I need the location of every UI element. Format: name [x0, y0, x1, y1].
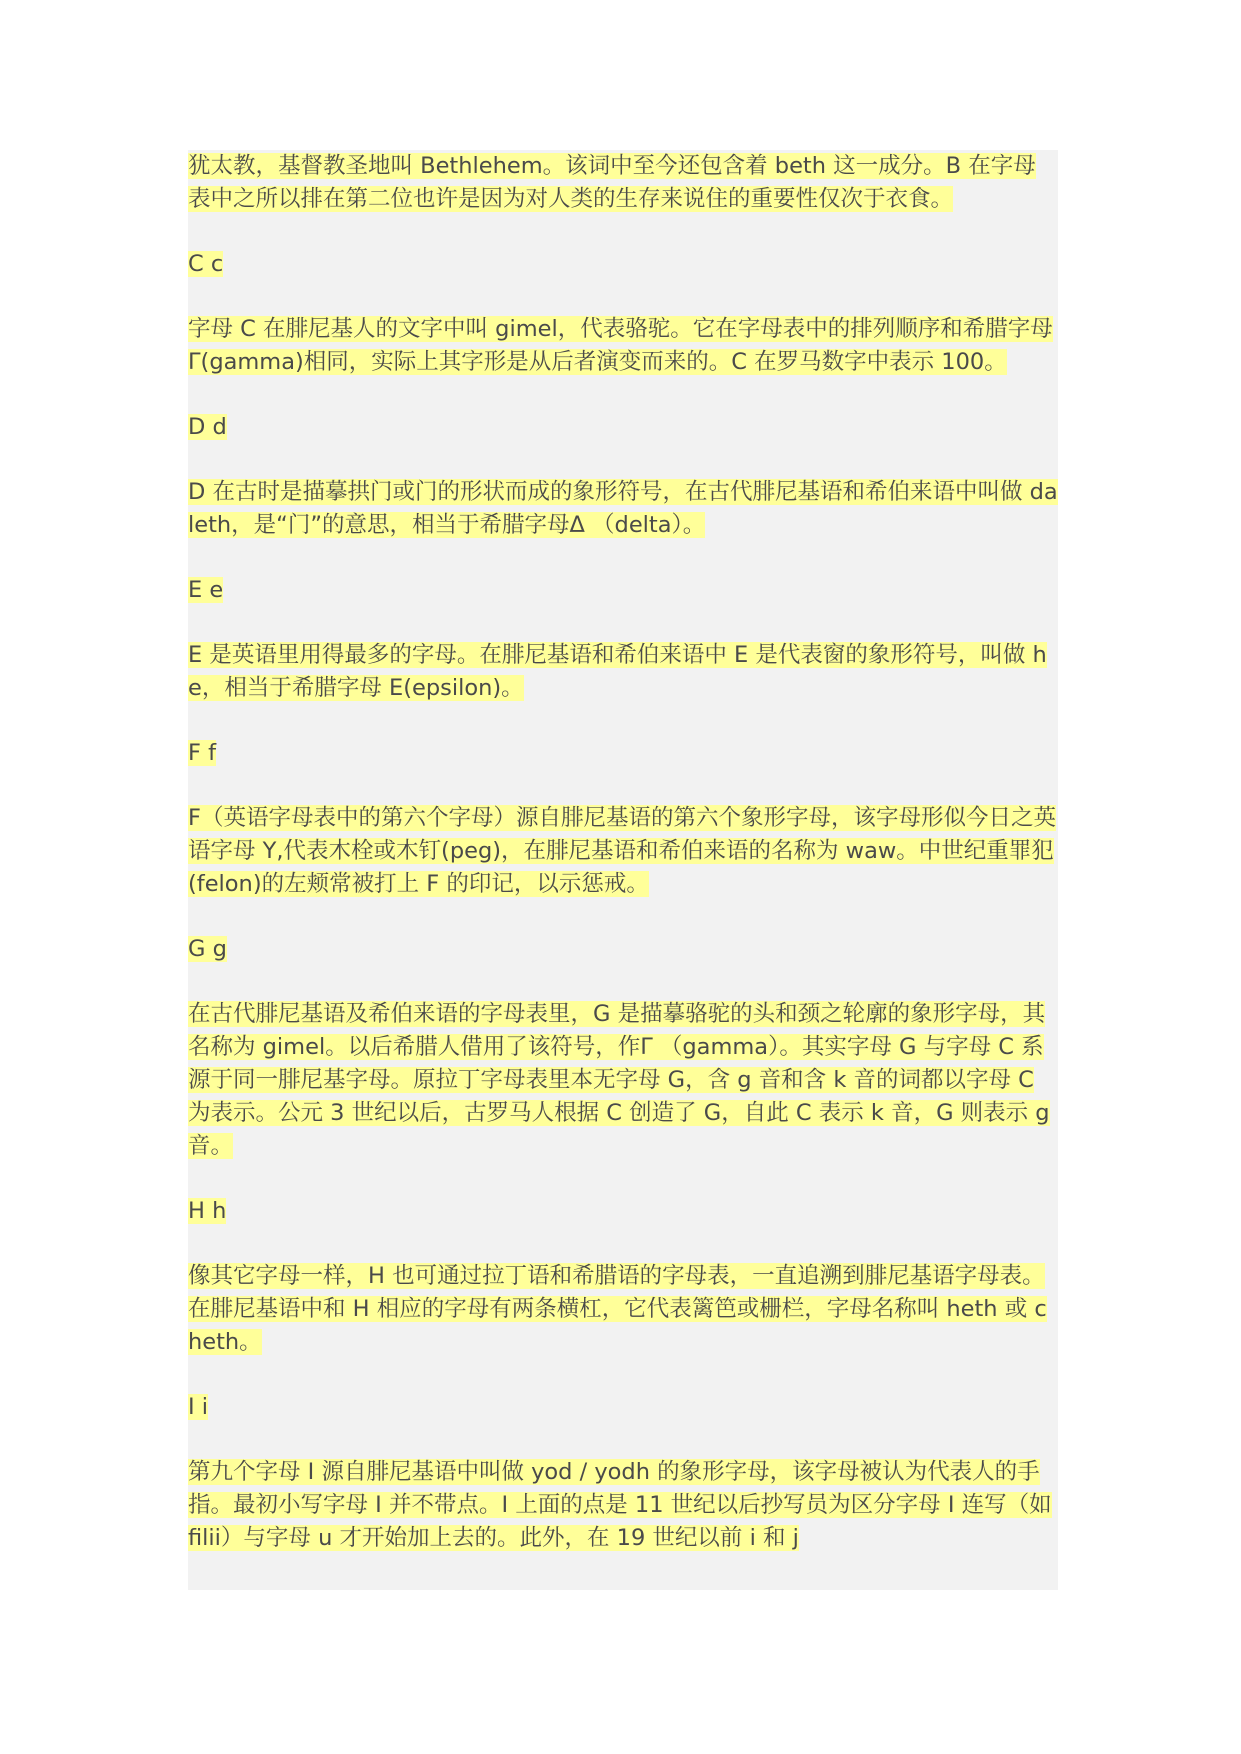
heading-h: H h [188, 1198, 227, 1224]
paragraph-b-tail: 犹太教，基督教圣地叫 Bethlehem。该词中至今还包含着 beth 这一成分。B 在字母表中之所以排在第二位也许是因为对人类的生存来说住的重要性仅次于衣食。 [188, 153, 1036, 212]
paragraph-i: 第九个字母 I 源自腓尼基语中叫做 yod / yodh 的象形字母，该字母被认为代表人的手指。最初小写字母 I 并不带点。I 上面的点是 11 世纪以后抄写员为区分字母 I 连写（如 filii）与字母 u 才开始加上去的。此外，在 19 世纪以前 i 和 j [188, 1459, 1052, 1551]
document-body [188, 150, 1058, 1590]
heading-e: E e [188, 577, 224, 603]
paragraph-h: 像其它字母一样，H 也可通过拉丁语和希腊语的字母表，一直追溯到腓尼基语字母表。在腓尼基语中和 H 相应的字母有两条横杠，它代表篱笆或栅栏，字母名称叫 heth 或 cheth。 [188, 1263, 1047, 1355]
heading-d: D d [188, 414, 227, 440]
heading-c: C c [188, 251, 224, 277]
paragraph-e: E 是英语里用得最多的字母。在腓尼基语和希伯来语中 E 是代表窗的象形符号，叫做 he，相当于希腊字母 E(epsilon)。 [188, 642, 1047, 701]
heading-f: F f [188, 740, 217, 766]
paragraph-c: 字母 C 在腓尼基人的文字中叫 gimel，代表骆驼。它在字母表中的排列顺序和希腊字母 Γ(gamma)相同，实际上其字形是从后者演变而来的。C 在罗马数字中表示 100。 [188, 316, 1053, 375]
heading-i: I i [188, 1394, 209, 1420]
heading-g: G g [188, 936, 227, 962]
paragraph-d: D 在古时是描摹拱门或门的形状而成的象形符号，在古代腓尼基语和希伯来语中叫做 daleth，是“门”的意思，相当于希腊字母Δ （delta）。 [188, 479, 1058, 538]
paragraph-g: 在古代腓尼基语及希伯来语的字母表里，G 是描摹骆驼的头和颈之轮廓的象形字母，其名称为 gimel。以后希腊人借用了该符号，作Γ （gamma）。其实字母 G 与字母 C 系源于同一腓尼基字母。原拉丁字母表里本无字母 G，含 g 音和含 k 音的词都以字母 C 为表示。公元 3 世纪以后，古罗马人根据 C 创造了 G，自此 C 表示 k 音，G 则表示 g 音。 [188, 1001, 1050, 1159]
paragraph-f: F（英语字母表中的第六个字母）源自腓尼基语的第六个象形字母，该字母形似今日之英语字母 Y,代表木栓或木钉(peg)，在腓尼基语和希伯来语的名称为 waw。中世纪重罪犯(felon)的左颊常被打上 F 的印记，以示惩戒。 [188, 805, 1056, 897]
